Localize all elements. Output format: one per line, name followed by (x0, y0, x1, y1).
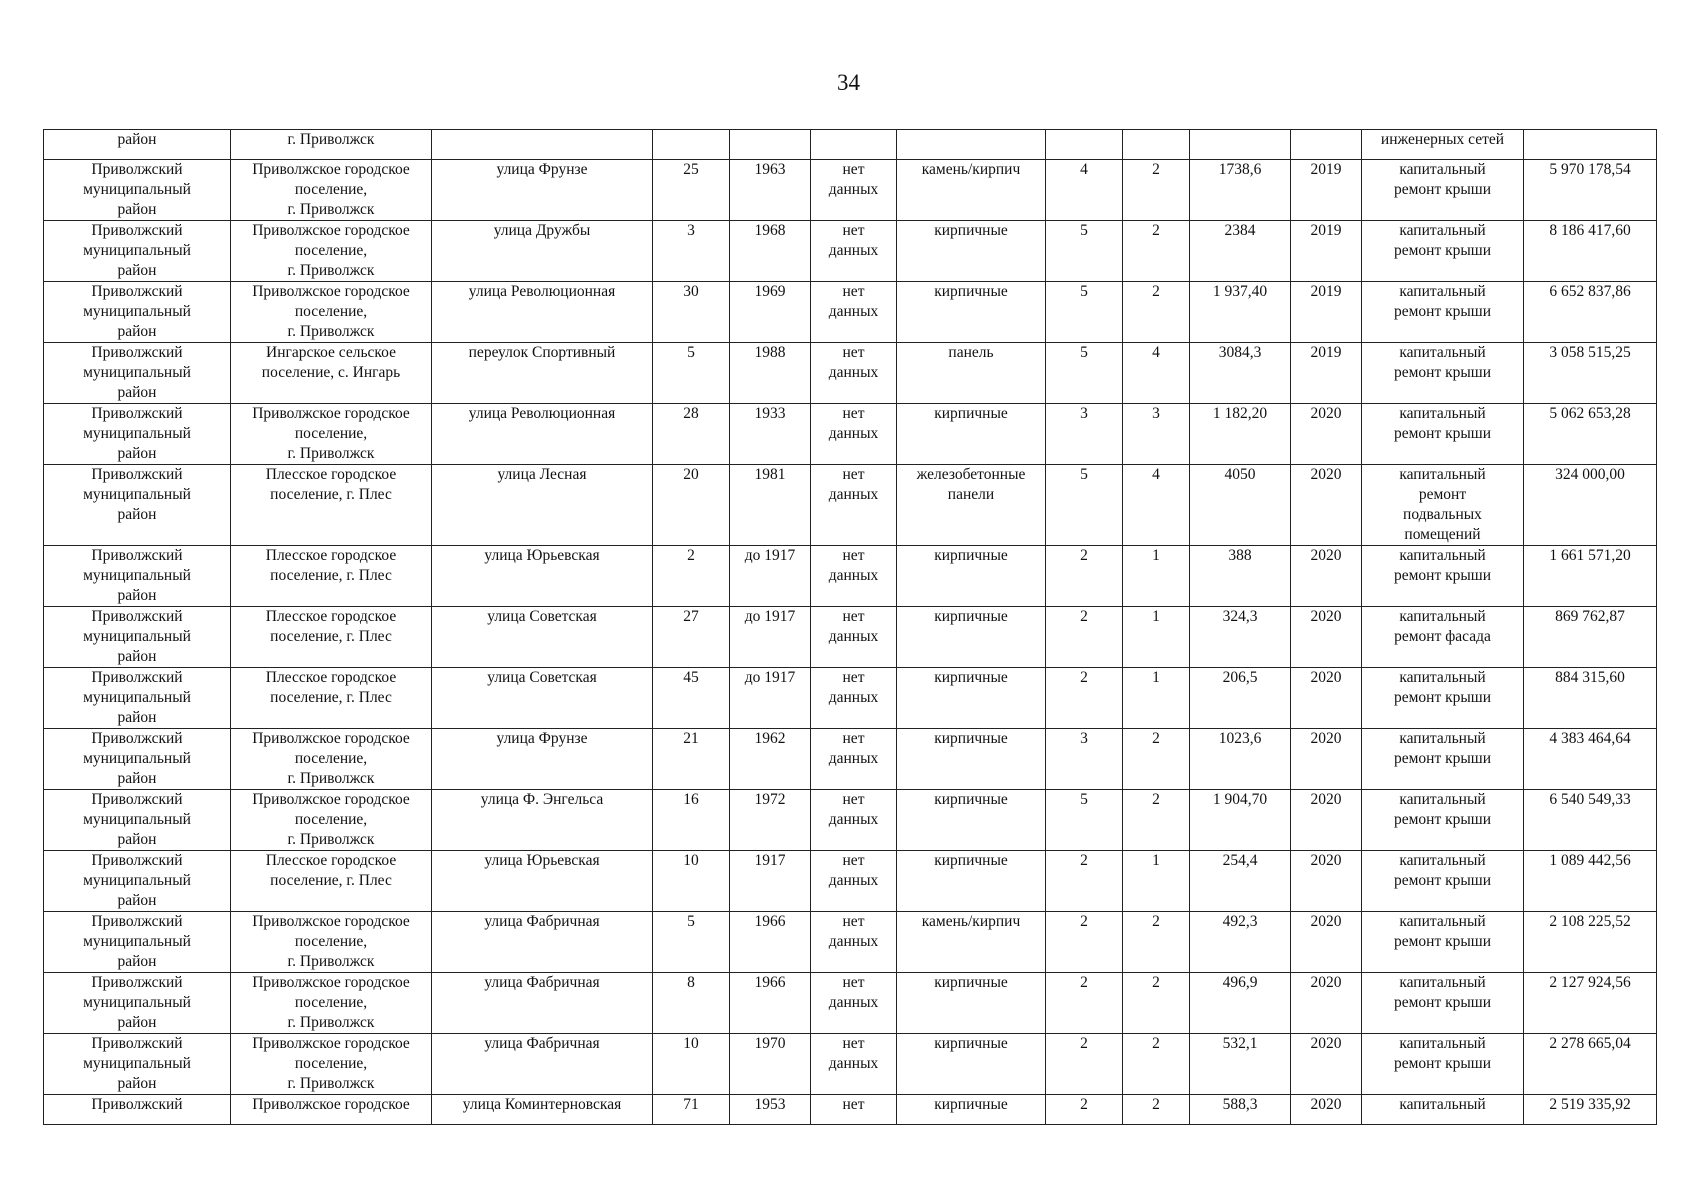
cell-wear: нет данных (811, 912, 897, 973)
table-row (44, 973, 1657, 1034)
cell-build-year: 1988 (730, 343, 811, 404)
cell-floors: 2 (1046, 1034, 1123, 1095)
cell-area: 1 904,70 (1190, 790, 1291, 851)
cell-work-type: капитальный ремонт крыши (1362, 1034, 1524, 1095)
table-row (44, 343, 1657, 404)
cell-build-year: 1972 (730, 790, 811, 851)
cell-settlement: Приволжское городское поселение, г. Приволжск (231, 282, 432, 343)
cell-settlement: Приволжское городское поселение, г. Приволжск (231, 973, 432, 1034)
cell-district: Приволжский муниципальный район (44, 790, 231, 851)
cell-wear: нет данных (811, 282, 897, 343)
cell-floors: 5 (1046, 282, 1123, 343)
cell-wall-material: камень/кирпич (897, 912, 1046, 973)
cell-house-number: 10 (653, 851, 730, 912)
cell-settlement: Плесское городское поселение, г. Плес (231, 851, 432, 912)
cell-floors: 2 (1046, 973, 1123, 1034)
cell-build-year: 1963 (730, 160, 811, 221)
cell-house-number: 5 (653, 343, 730, 404)
table-row (44, 465, 1657, 546)
cell-build-year (730, 130, 811, 160)
table-row (44, 404, 1657, 465)
cell-build-year: 1917 (730, 851, 811, 912)
cell-floors: 2 (1046, 1095, 1123, 1125)
cell-wall-material: железобетонные панели (897, 465, 1046, 546)
cell-entrances: 1 (1123, 851, 1190, 912)
table-row (44, 1034, 1657, 1095)
cell-cost: 2 278 665,04 (1524, 1034, 1657, 1095)
cell-wall-material: кирпичные (897, 404, 1046, 465)
cell-build-year: 1933 (730, 404, 811, 465)
cell-entrances: 2 (1123, 790, 1190, 851)
cell-district: Приволжский муниципальный район (44, 221, 231, 282)
cell-wear: нет данных (811, 607, 897, 668)
cell-build-year: до 1917 (730, 607, 811, 668)
cell-wall-material: кирпичные (897, 1095, 1046, 1125)
cell-district: Приволжский муниципальный район (44, 973, 231, 1034)
cell-street: улица Революционная (432, 404, 653, 465)
cell-wall-material (897, 130, 1046, 160)
cell-house-number: 20 (653, 465, 730, 546)
cell-floors: 2 (1046, 851, 1123, 912)
cell-repair-year: 2020 (1291, 1034, 1362, 1095)
cell-house-number: 30 (653, 282, 730, 343)
table-row (44, 607, 1657, 668)
cell-cost: 3 058 515,25 (1524, 343, 1657, 404)
cell-entrances: 4 (1123, 465, 1190, 546)
cell-area: 206,5 (1190, 668, 1291, 729)
cell-district: Приволжский муниципальный район (44, 465, 231, 546)
cell-build-year: 1968 (730, 221, 811, 282)
cell-wear: нет данных (811, 668, 897, 729)
housing-repair-table (43, 129, 1657, 1125)
cell-settlement: Плесское городское поселение, г. Плес (231, 607, 432, 668)
cell-work-type: капитальный ремонт крыши (1362, 729, 1524, 790)
table-row (44, 130, 1657, 160)
cell-area: 492,3 (1190, 912, 1291, 973)
cell-build-year: 1966 (730, 973, 811, 1034)
cell-area: 1 182,20 (1190, 404, 1291, 465)
cell-entrances: 3 (1123, 404, 1190, 465)
cell-work-type: капитальный ремонт крыши (1362, 973, 1524, 1034)
cell-area: 1 937,40 (1190, 282, 1291, 343)
cell-area: 2384 (1190, 221, 1291, 282)
table-row (44, 282, 1657, 343)
table-row (44, 160, 1657, 221)
cell-district: Приволжский муниципальный район (44, 607, 231, 668)
cell-area: 324,3 (1190, 607, 1291, 668)
cell-wear: нет данных (811, 465, 897, 546)
cell-settlement: Плесское городское поселение, г. Плес (231, 465, 432, 546)
cell-repair-year: 2020 (1291, 607, 1362, 668)
cell-entrances (1123, 130, 1190, 160)
cell-floors: 5 (1046, 343, 1123, 404)
table-row (44, 546, 1657, 607)
cell-cost (1524, 130, 1657, 160)
cell-work-type: капитальный ремонт крыши (1362, 221, 1524, 282)
cell-build-year: 1969 (730, 282, 811, 343)
cell-wear: нет данных (811, 729, 897, 790)
cell-repair-year: 2020 (1291, 851, 1362, 912)
cell-wear: нет данных (811, 404, 897, 465)
cell-cost: 1 661 571,20 (1524, 546, 1657, 607)
cell-build-year: до 1917 (730, 668, 811, 729)
cell-work-type: капитальный ремонт крыши (1362, 160, 1524, 221)
cell-district: Приволжский муниципальный район (44, 282, 231, 343)
cell-work-type: капитальный ремонт подвальных помещений (1362, 465, 1524, 546)
table-row (44, 729, 1657, 790)
cell-repair-year: 2020 (1291, 1095, 1362, 1125)
cell-cost: 5 062 653,28 (1524, 404, 1657, 465)
cell-floors: 2 (1046, 668, 1123, 729)
cell-house-number: 16 (653, 790, 730, 851)
cell-house-number (653, 130, 730, 160)
cell-work-type: капитальный ремонт крыши (1362, 912, 1524, 973)
cell-house-number: 27 (653, 607, 730, 668)
cell-district: Приволжский муниципальный район (44, 404, 231, 465)
cell-area: 496,9 (1190, 973, 1291, 1034)
cell-floors: 5 (1046, 465, 1123, 546)
cell-wear: нет данных (811, 851, 897, 912)
cell-settlement: Приволжское городское поселение, г. Приволжск (231, 221, 432, 282)
cell-area: 1738,6 (1190, 160, 1291, 221)
cell-floors (1046, 130, 1123, 160)
cell-wall-material: панель (897, 343, 1046, 404)
cell-wear: нет данных (811, 790, 897, 851)
cell-entrances: 2 (1123, 160, 1190, 221)
cell-street: улица Советская (432, 607, 653, 668)
cell-settlement: Приволжское городское поселение, г. Приволжск (231, 912, 432, 973)
cell-wall-material: кирпичные (897, 546, 1046, 607)
cell-area: 588,3 (1190, 1095, 1291, 1125)
cell-area: 3084,3 (1190, 343, 1291, 404)
cell-repair-year: 2020 (1291, 790, 1362, 851)
cell-street: улица Ф. Энгельса (432, 790, 653, 851)
cell-house-number: 5 (653, 912, 730, 973)
cell-entrances: 2 (1123, 221, 1190, 282)
cell-build-year: 1966 (730, 912, 811, 973)
cell-house-number: 71 (653, 1095, 730, 1125)
cell-settlement: Ингарское сельское поселение, с. Ингарь (231, 343, 432, 404)
cell-work-type: капитальный ремонт крыши (1362, 790, 1524, 851)
cell-work-type: капитальный ремонт крыши (1362, 546, 1524, 607)
cell-district: Приволжский муниципальный район (44, 160, 231, 221)
cell-wear: нет данных (811, 221, 897, 282)
cell-work-type: капитальный ремонт крыши (1362, 851, 1524, 912)
cell-entrances: 2 (1123, 1095, 1190, 1125)
cell-settlement: Приволжское городское поселение, г. Приволжск (231, 404, 432, 465)
cell-wear: нет данных (811, 973, 897, 1034)
cell-wear: нет данных (811, 546, 897, 607)
cell-house-number: 25 (653, 160, 730, 221)
cell-cost: 2 127 924,56 (1524, 973, 1657, 1034)
cell-district: Приволжский муниципальный район (44, 668, 231, 729)
cell-street: улица Коминтерновская (432, 1095, 653, 1125)
cell-street: улица Юрьевская (432, 546, 653, 607)
cell-area: 254,4 (1190, 851, 1291, 912)
cell-street: улица Фабричная (432, 973, 653, 1034)
cell-repair-year: 2020 (1291, 465, 1362, 546)
cell-house-number: 8 (653, 973, 730, 1034)
cell-entrances: 2 (1123, 282, 1190, 343)
cell-work-type: капитальный ремонт крыши (1362, 282, 1524, 343)
cell-repair-year: 2019 (1291, 282, 1362, 343)
cell-work-type: капитальный ремонт крыши (1362, 404, 1524, 465)
cell-area: 532,1 (1190, 1034, 1291, 1095)
cell-repair-year: 2019 (1291, 160, 1362, 221)
cell-district: Приволжский муниципальный район (44, 1034, 231, 1095)
cell-cost: 6 652 837,86 (1524, 282, 1657, 343)
cell-wall-material: кирпичные (897, 668, 1046, 729)
cell-repair-year (1291, 130, 1362, 160)
table-row (44, 221, 1657, 282)
cell-street: улица Советская (432, 668, 653, 729)
cell-build-year: 1981 (730, 465, 811, 546)
cell-wall-material: кирпичные (897, 851, 1046, 912)
cell-entrances: 2 (1123, 973, 1190, 1034)
table-row (44, 851, 1657, 912)
cell-settlement: Плесское городское поселение, г. Плес (231, 668, 432, 729)
cell-area: 4050 (1190, 465, 1291, 546)
cell-area: 388 (1190, 546, 1291, 607)
cell-entrances: 2 (1123, 912, 1190, 973)
cell-build-year: 1962 (730, 729, 811, 790)
cell-wall-material: кирпичные (897, 790, 1046, 851)
cell-entrances: 2 (1123, 1034, 1190, 1095)
cell-street: переулок Спортивный (432, 343, 653, 404)
cell-work-type: капитальный ремонт крыши (1362, 668, 1524, 729)
cell-entrances: 1 (1123, 607, 1190, 668)
cell-settlement: Плесское городское поселение, г. Плес (231, 546, 432, 607)
cell-street: улица Фабричная (432, 1034, 653, 1095)
cell-cost: 869 762,87 (1524, 607, 1657, 668)
cell-cost: 324 000,00 (1524, 465, 1657, 546)
table-row (44, 1095, 1657, 1125)
cell-settlement: г. Приволжск (231, 130, 432, 160)
cell-repair-year: 2020 (1291, 912, 1362, 973)
cell-house-number: 21 (653, 729, 730, 790)
cell-floors: 2 (1046, 607, 1123, 668)
cell-street: улица Революционная (432, 282, 653, 343)
cell-build-year: до 1917 (730, 546, 811, 607)
cell-wall-material: кирпичные (897, 729, 1046, 790)
table-row (44, 790, 1657, 851)
cell-street: улица Фрунзе (432, 729, 653, 790)
cell-area (1190, 130, 1291, 160)
cell-entrances: 1 (1123, 668, 1190, 729)
cell-wall-material: кирпичные (897, 607, 1046, 668)
cell-floors: 5 (1046, 221, 1123, 282)
cell-street: улица Дружбы (432, 221, 653, 282)
cell-cost: 8 186 417,60 (1524, 221, 1657, 282)
table-row (44, 912, 1657, 973)
cell-street (432, 130, 653, 160)
cell-street: улица Юрьевская (432, 851, 653, 912)
cell-entrances: 4 (1123, 343, 1190, 404)
cell-house-number: 45 (653, 668, 730, 729)
cell-settlement: Приволжское городское поселение, г. Приволжск (231, 160, 432, 221)
cell-settlement: Приволжское городское поселение, г. Приволжск (231, 790, 432, 851)
cell-floors: 2 (1046, 912, 1123, 973)
cell-work-type: капитальный ремонт крыши (1362, 343, 1524, 404)
cell-wear: нет данных (811, 160, 897, 221)
cell-house-number: 10 (653, 1034, 730, 1095)
page-number: 34 (837, 70, 860, 95)
cell-wear (811, 130, 897, 160)
cell-repair-year: 2020 (1291, 973, 1362, 1034)
table-body (44, 130, 1657, 1125)
cell-street: улица Фрунзе (432, 160, 653, 221)
cell-house-number: 2 (653, 546, 730, 607)
cell-repair-year: 2020 (1291, 546, 1362, 607)
cell-floors: 2 (1046, 546, 1123, 607)
cell-cost: 4 383 464,64 (1524, 729, 1657, 790)
cell-district: Приволжский муниципальный район (44, 343, 231, 404)
cell-cost: 5 970 178,54 (1524, 160, 1657, 221)
cell-wear: нет (811, 1095, 897, 1125)
cell-street: улица Лесная (432, 465, 653, 546)
cell-wall-material: кирпичные (897, 282, 1046, 343)
cell-district: район (44, 130, 231, 160)
cell-entrances: 1 (1123, 546, 1190, 607)
cell-district: Приволжский муниципальный район (44, 546, 231, 607)
cell-repair-year: 2019 (1291, 343, 1362, 404)
table-row (44, 668, 1657, 729)
cell-district: Приволжский (44, 1095, 231, 1125)
cell-house-number: 3 (653, 221, 730, 282)
cell-cost: 2 519 335,92 (1524, 1095, 1657, 1125)
cell-work-type: капитальный (1362, 1095, 1524, 1125)
cell-settlement: Приволжское городское поселение, г. Приволжск (231, 729, 432, 790)
cell-district: Приволжский муниципальный район (44, 912, 231, 973)
cell-wear: нет данных (811, 343, 897, 404)
cell-district: Приволжский муниципальный район (44, 729, 231, 790)
cell-repair-year: 2019 (1291, 221, 1362, 282)
cell-repair-year: 2020 (1291, 729, 1362, 790)
cell-build-year: 1953 (730, 1095, 811, 1125)
cell-cost: 2 108 225,52 (1524, 912, 1657, 973)
cell-cost: 1 089 442,56 (1524, 851, 1657, 912)
cell-wear: нет данных (811, 1034, 897, 1095)
cell-floors: 5 (1046, 790, 1123, 851)
cell-wall-material: кирпичные (897, 1034, 1046, 1095)
cell-settlement: Приволжское городское поселение, г. Приволжск (231, 1034, 432, 1095)
cell-cost: 884 315,60 (1524, 668, 1657, 729)
cell-street: улица Фабричная (432, 912, 653, 973)
cell-area: 1023,6 (1190, 729, 1291, 790)
cell-work-type: капитальный ремонт фасада (1362, 607, 1524, 668)
cell-floors: 3 (1046, 404, 1123, 465)
cell-build-year: 1970 (730, 1034, 811, 1095)
cell-repair-year: 2020 (1291, 668, 1362, 729)
cell-floors: 3 (1046, 729, 1123, 790)
cell-settlement: Приволжское городское (231, 1095, 432, 1125)
cell-wall-material: кирпичные (897, 221, 1046, 282)
cell-entrances: 2 (1123, 729, 1190, 790)
cell-repair-year: 2020 (1291, 404, 1362, 465)
cell-district: Приволжский муниципальный район (44, 851, 231, 912)
cell-floors: 4 (1046, 160, 1123, 221)
cell-house-number: 28 (653, 404, 730, 465)
cell-cost: 6 540 549,33 (1524, 790, 1657, 851)
cell-wall-material: камень/кирпич (897, 160, 1046, 221)
cell-work-type: инженерных сетей (1362, 130, 1524, 160)
cell-wall-material: кирпичные (897, 973, 1046, 1034)
